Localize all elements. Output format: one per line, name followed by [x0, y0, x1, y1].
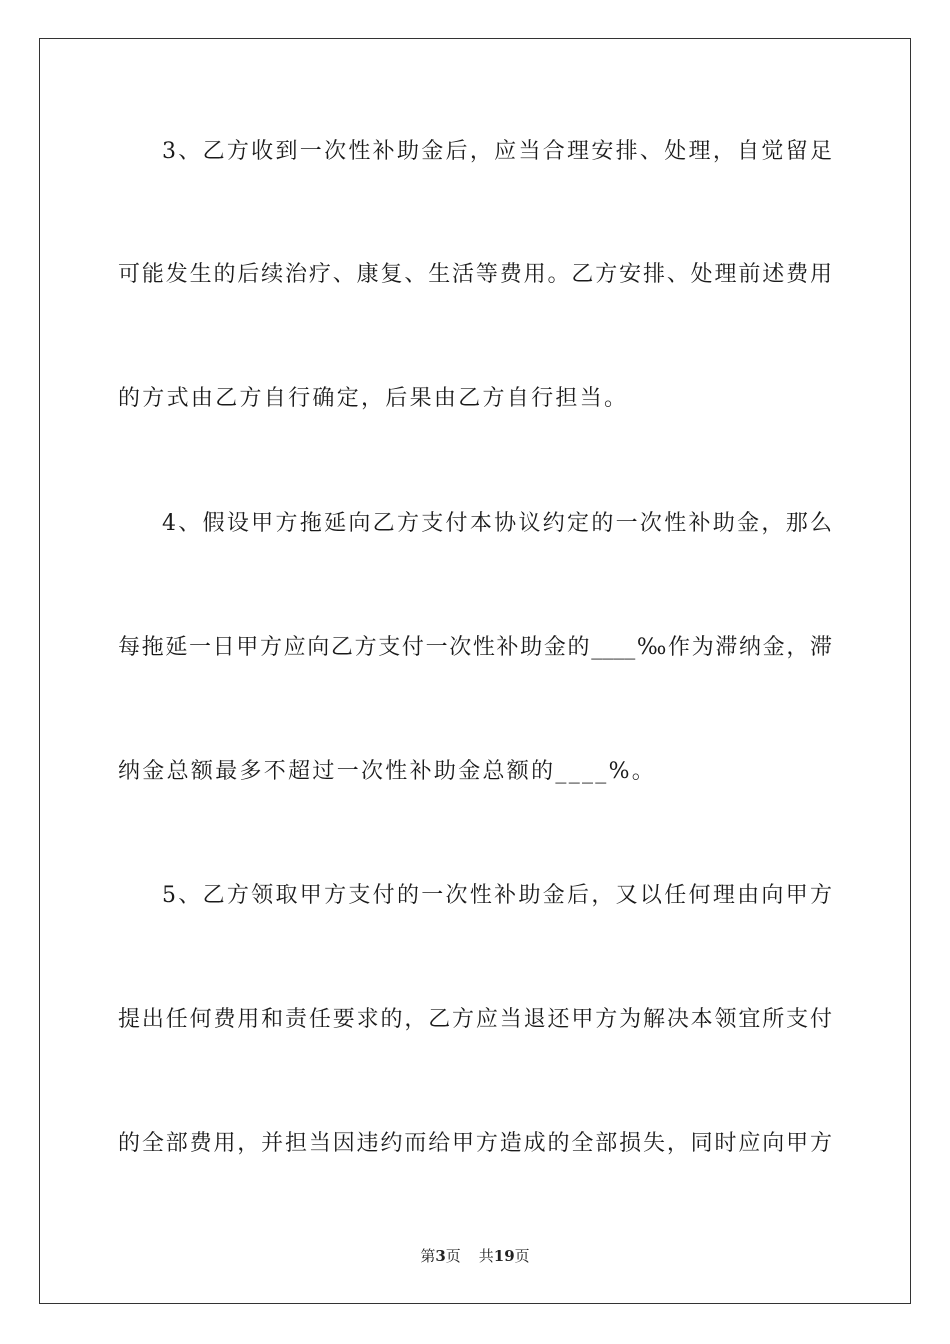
- paragraph-5-line-1: 5、乙方领取甲方支付的一次性补助金后，又以任何理由向甲方: [162, 883, 832, 908]
- total-prefix: 共: [478, 1247, 494, 1265]
- paragraph-3-line-2: 可能发生的后续治疗、康复、生活等费用。乙方安排、处理前述费用: [118, 262, 832, 287]
- paragraph-4-line-3: 纳金总额最多不超过一次性补助金总额的____%。: [118, 759, 657, 784]
- page-number: 3: [435, 1247, 446, 1265]
- paragraph-3-line-1: 3、乙方收到一次性补助金后，应当合理安排、处理，自觉留足: [162, 139, 832, 164]
- paragraph-5-line-3: 的全部费用，并担当因违约而给甲方造成的全部损失，同时应向甲方: [118, 1131, 832, 1156]
- total-suffix: 页: [514, 1247, 530, 1265]
- paragraph-5-line-2: 提出任何费用和责任要求的，乙方应当退还甲方为解决本领宜所支付: [118, 1007, 832, 1032]
- page-footer: [0, 1246, 950, 1266]
- page-prefix: 第: [420, 1247, 436, 1265]
- total-pages: 19: [493, 1247, 515, 1265]
- paragraph-3-line-3: 的方式由乙方自行确定，后果由乙方自行担当。: [118, 386, 629, 411]
- paragraph-4-line-1: 4、假设甲方拖延向乙方支付本协议约定的一次性补助金，那么: [162, 511, 832, 536]
- page-suffix: 页: [445, 1247, 461, 1265]
- paragraph-4-line-2: 每拖延一日甲方应向乙方支付一次性补助金的____‰作为滞纳金，滞: [118, 635, 832, 660]
- page-border: [39, 38, 911, 1304]
